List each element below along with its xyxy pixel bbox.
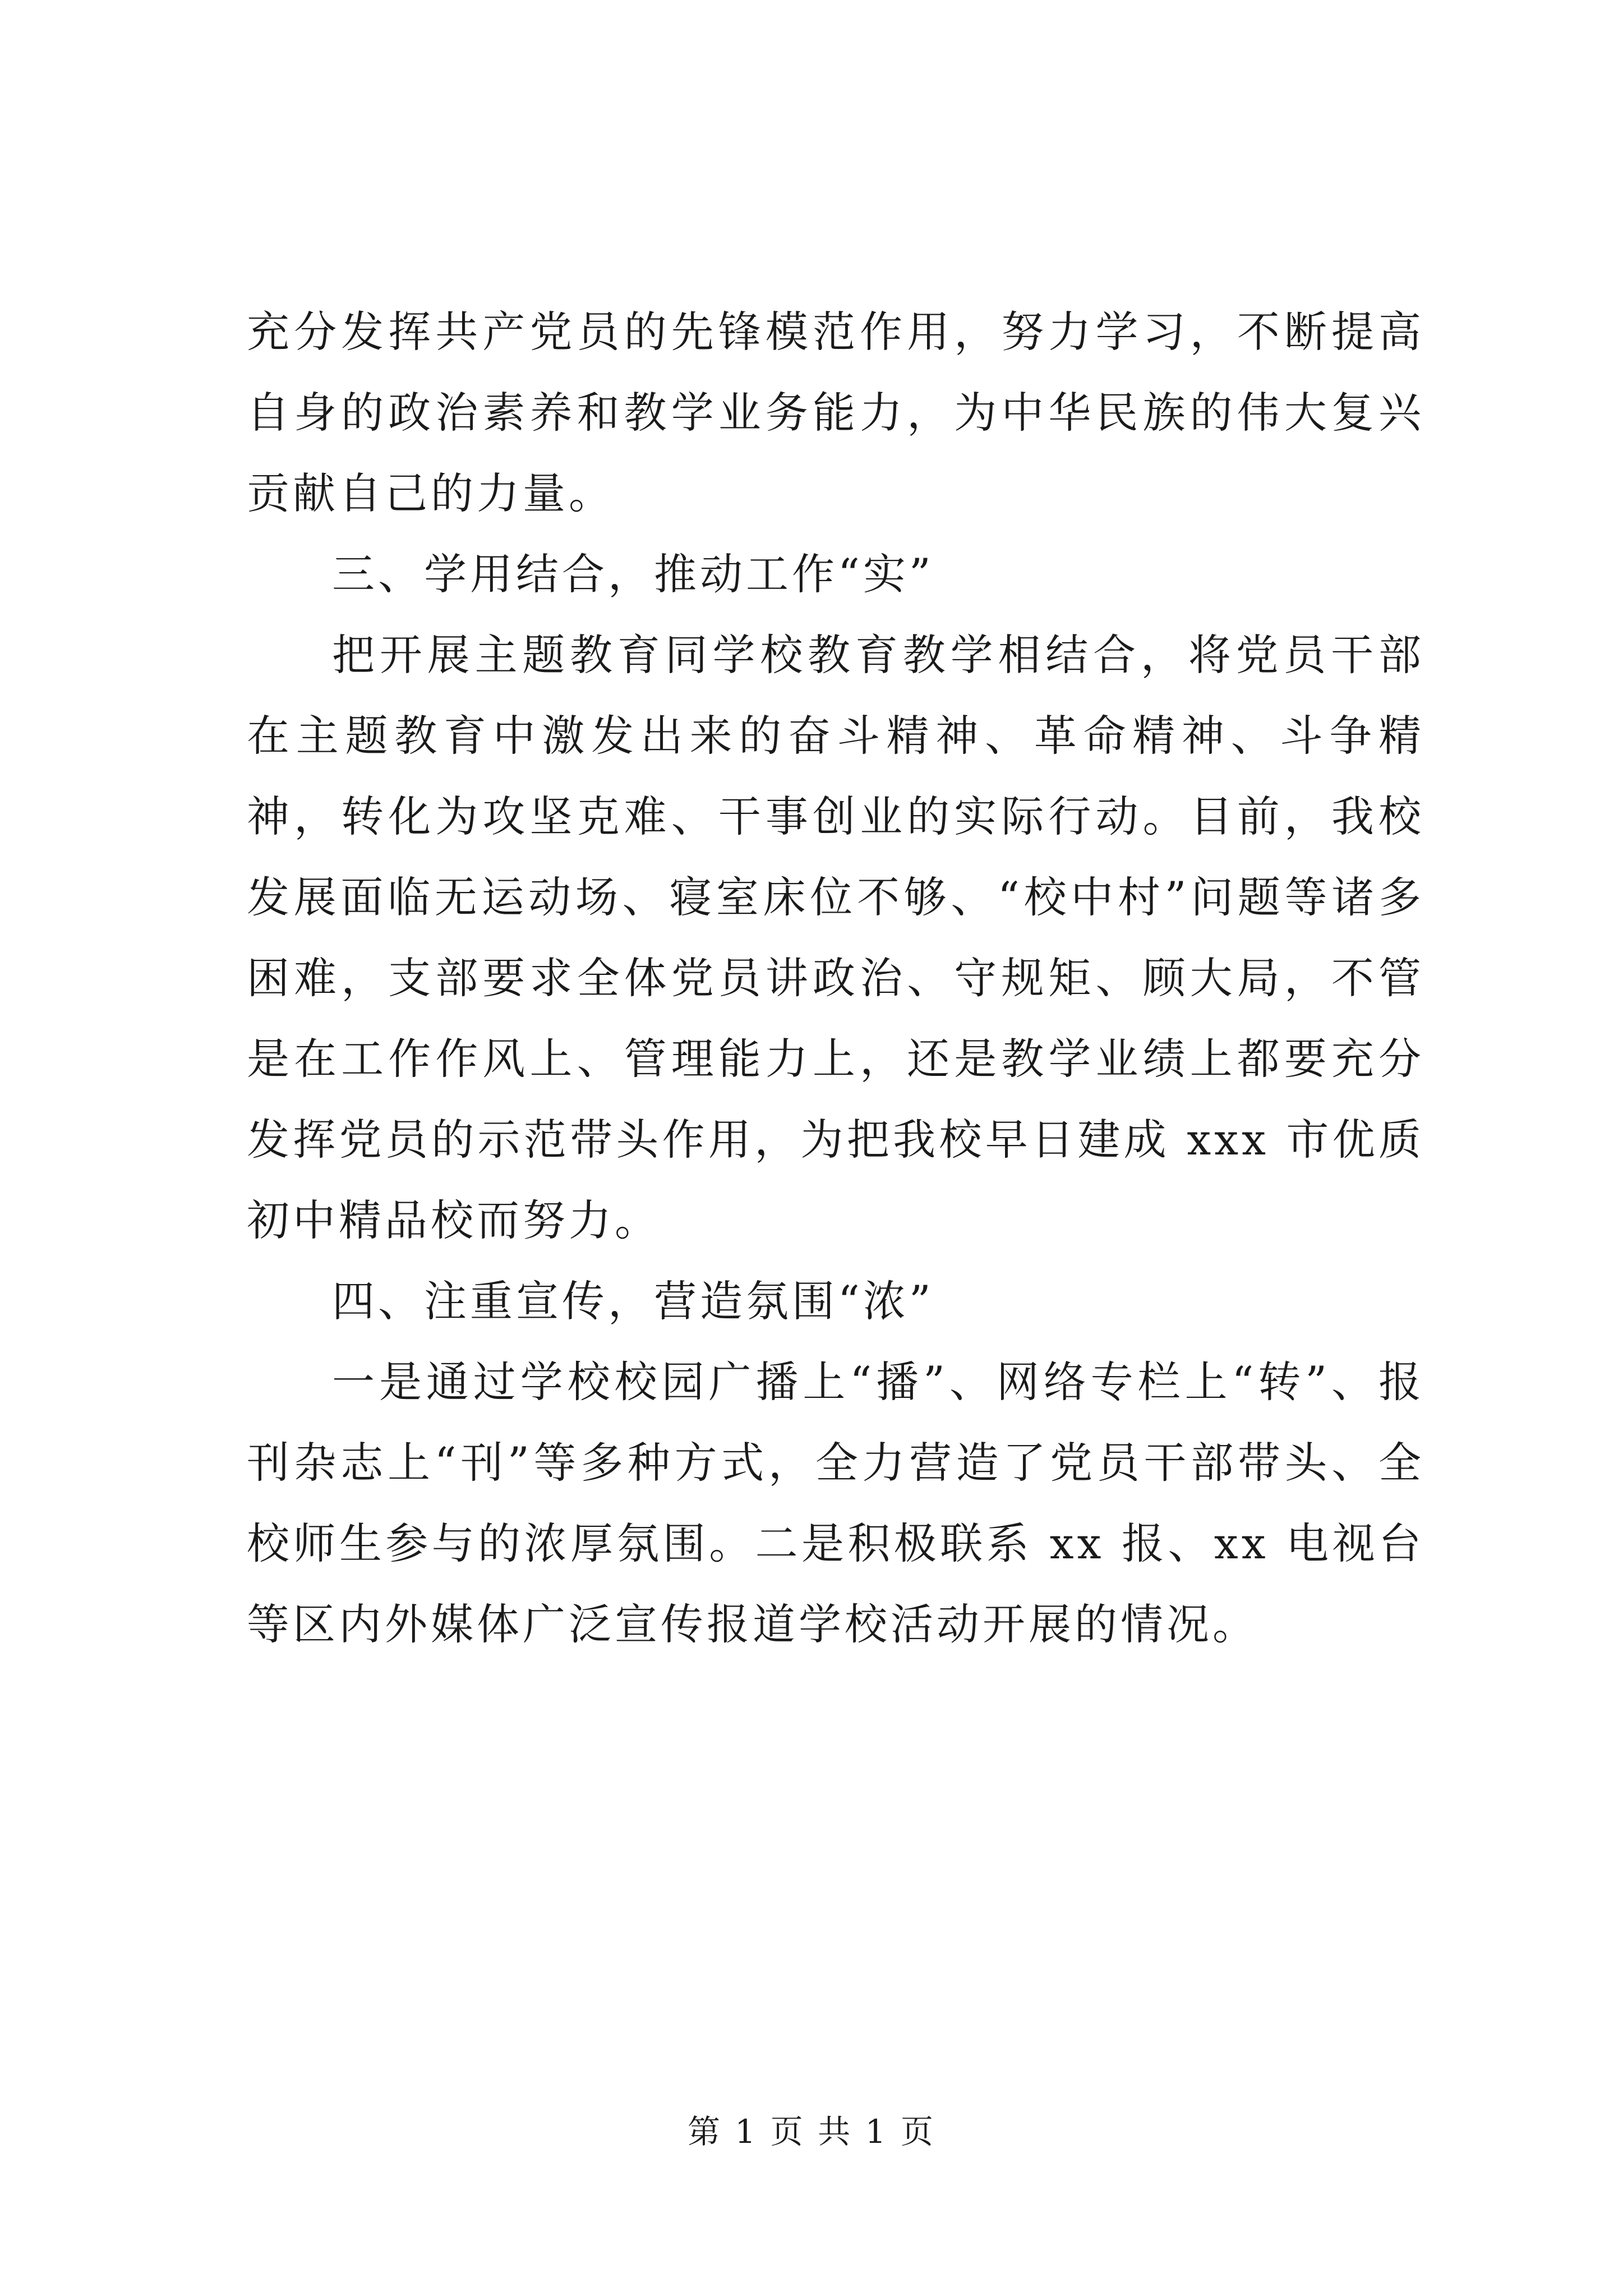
document-body bbox=[247, 292, 1424, 1665]
paragraph-section-4: 一是通过学校校园广播上“播”、网络专栏上“转”、报刊杂志上“刊”等多种方式，全力营造了党员干部带头、全校师生参与的浓厚氛围。二是积极联系 xx 报、xx 电视台等区内外媒体广泛宣传报道学校活动开展的情况。 bbox=[247, 1357, 1424, 1649]
paragraph-section-3: 把开展主题教育同学校教育教学相结合，将党员干部在主题教育中激发出来的奋斗精神、革命精神、斗争精神，转化为攻坚克难、干事创业的实际行动。目前，我校发展面临无运动场、寝室床位不够、“校中村”问题等诸多困难，支部要求全体党员讲政治、守规矩、顾大局，不管是在工作作风上、管理能力上，还是教学业绩上都要充分发挥党员的示范带头作用，为把我校早日建成 xxx 市优质初中精品校而努力。 bbox=[247, 630, 1424, 1245]
section-heading-3: 三、学用结合，推动工作“实” bbox=[332, 549, 934, 599]
paragraph-intro: 充分发挥共产党员的先锋模范作用，努力学习，不断提高自身的政治素养和教学业务能力，为中华民族的伟大复兴贡献自己的力量。 bbox=[247, 307, 1424, 518]
page-footer: 第 1 页 共 1 页 bbox=[688, 2113, 935, 2151]
section-heading-4: 四、注重宣传，营造氛围“浓” bbox=[332, 1276, 934, 1326]
